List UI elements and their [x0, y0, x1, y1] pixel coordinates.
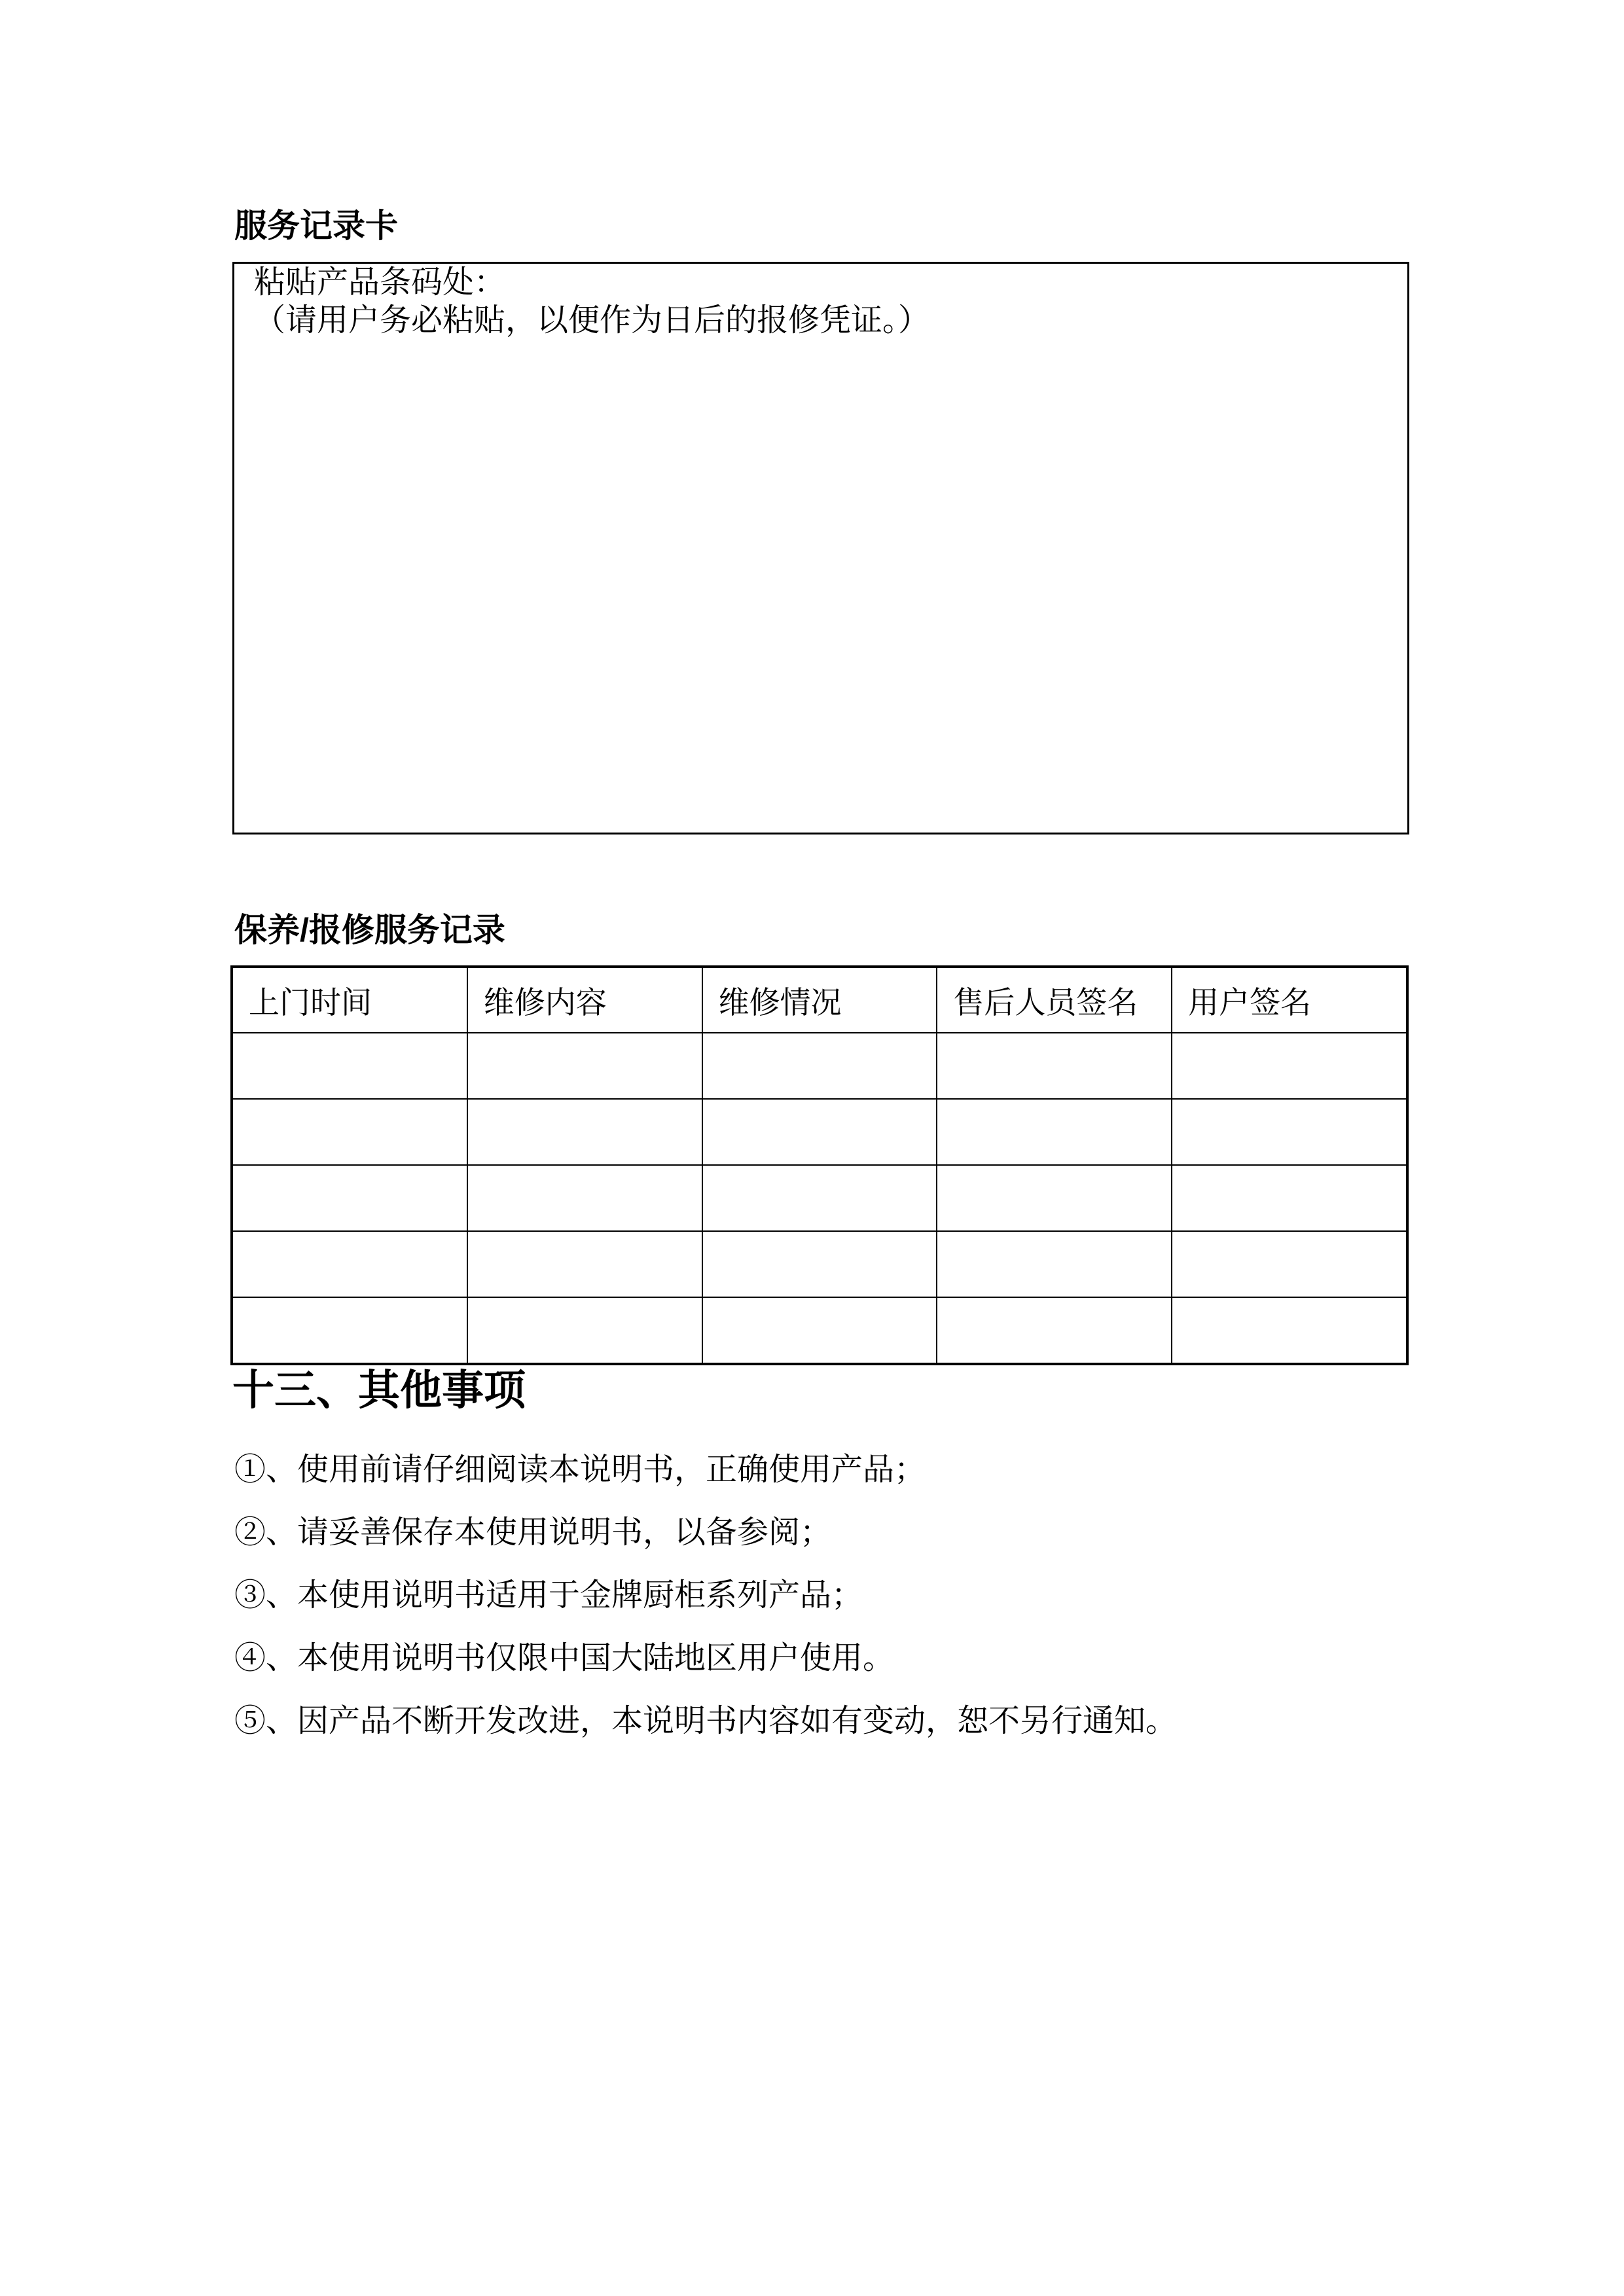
table-header [232, 967, 1407, 1033]
table-row [232, 1099, 1407, 1165]
table-cell [467, 1099, 702, 1165]
table-cell [467, 1231, 702, 1297]
table-cell [702, 1165, 937, 1231]
table-cell [1172, 1033, 1407, 1099]
table-header-row [232, 967, 1407, 1033]
list-item: ①、使用前请仔细阅读本说明书，正确使用产品； [234, 1452, 926, 1487]
table-cell [1172, 1297, 1407, 1364]
service-record-title: 保养/报修服务记录 [234, 912, 505, 948]
list-item: ⑤、因产品不断开发改进，本说明书内容如有变动，恕不另行通知。 [234, 1704, 1178, 1738]
table-cell [1172, 1165, 1407, 1231]
table-cell [937, 1297, 1172, 1364]
service-record-table [230, 965, 1409, 1365]
table-cell [232, 1231, 467, 1297]
barcode-box-note: （请用户务必粘贴，以便作为日后的报修凭证。） [254, 303, 930, 338]
table-cell [232, 1033, 467, 1099]
table-cell [467, 1165, 702, 1231]
column-header-staff-signature: 售后人员签名 [937, 967, 1172, 1033]
table-cell [702, 1231, 937, 1297]
table-cell [467, 1033, 702, 1099]
other-matters-list [234, 1452, 1177, 1766]
table-cell [232, 1297, 467, 1364]
table-cell [232, 1099, 467, 1165]
table-cell [937, 1231, 1172, 1297]
barcode-paste-box [232, 262, 1409, 834]
table-row [232, 1231, 1407, 1297]
table-cell [937, 1165, 1172, 1231]
service-card-title: 服务记录卡 [234, 207, 398, 244]
table-cell [937, 1099, 1172, 1165]
table-row [232, 1033, 1407, 1099]
table-cell [467, 1297, 702, 1364]
list-item: ④、本使用说明书仅限中国大陆地区用户使用。 [234, 1641, 895, 1676]
table-cell [1172, 1231, 1407, 1297]
column-header-repair-status: 维修情况 [702, 967, 937, 1033]
table-row [232, 1165, 1407, 1231]
column-header-repair-content: 维修内容 [467, 967, 702, 1033]
column-header-visit-time: 上门时间 [232, 967, 467, 1033]
table-cell [702, 1099, 937, 1165]
table-cell [702, 1033, 937, 1099]
column-header-user-signature: 用户签名 [1172, 967, 1407, 1033]
other-matters-title: 十三、其他事项 [232, 1367, 526, 1414]
table-cell [1172, 1099, 1407, 1165]
table-cell [937, 1033, 1172, 1099]
list-item: ③、本使用说明书适用于金牌厨柜系列产品； [234, 1578, 863, 1613]
table-cell [232, 1165, 467, 1231]
list-item: ②、请妥善保存本使用说明书，以备参阅； [234, 1515, 832, 1550]
barcode-box-label: 粘贴产品条码处： [254, 265, 506, 300]
table-row [232, 1297, 1407, 1364]
table-cell [702, 1297, 937, 1364]
